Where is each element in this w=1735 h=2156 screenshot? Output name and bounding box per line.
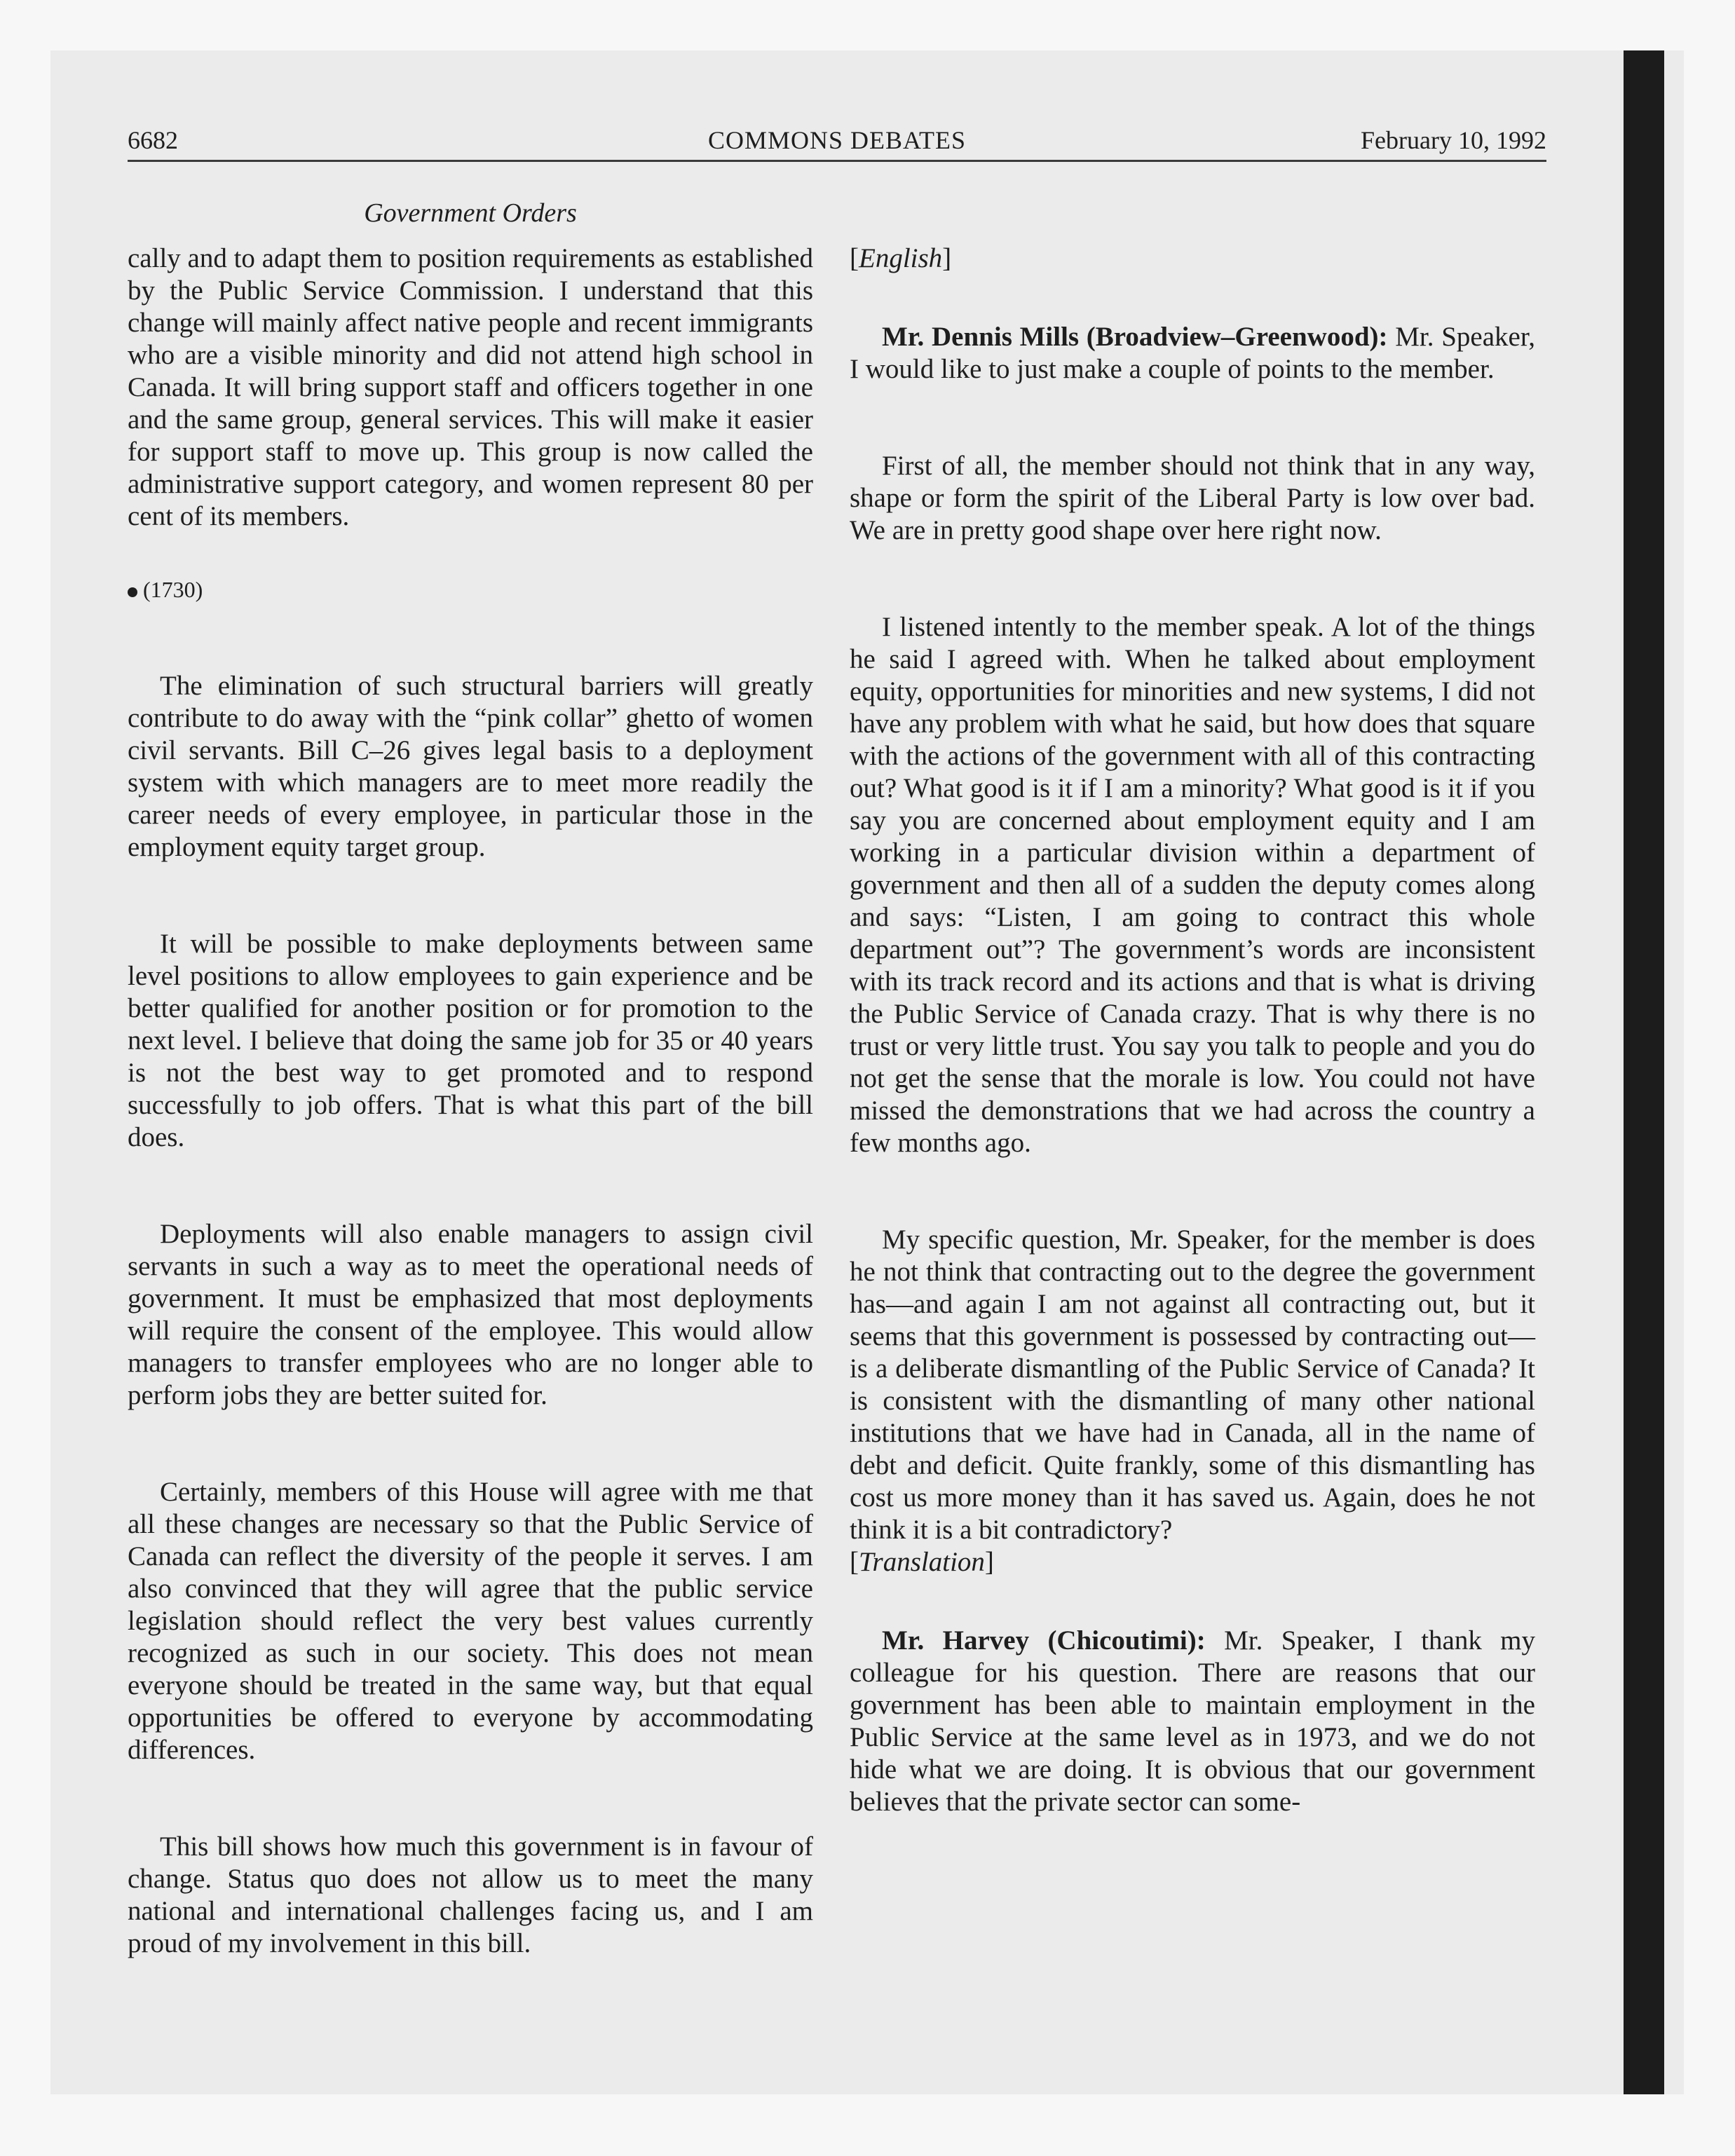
section-heading: Government Orders [364,198,577,228]
running-header [128,121,1546,162]
paragraph: I listened intently to the member speak. A lot of the things he said I agreed with. When he talked about employment equity, opportunities for minorities and new systems, I did not have any problem with what he said, but how does that square with the actions of the government with all of this contracting out? What good is it if I am a minority? What good is it if you say you are concerned about employment equity and I am working in a particular division within a department of government and then all of a sudden the deputy comes along and says: “Listen, I am going to contract this whole department out”? The government’s words are inconsistent with its track record and its actions and that is what is driving the Public Service of Canada crazy. That is why there is no trust or very little trust. You say you talk to people and you do not get the sense that the morale is low. You could not have missed the demonstrations that we had across the country a few months ago. [850,612,1535,1158]
journal-title: COMMONS DEBATES [707,126,967,154]
paragraph: cally and to adapt them to position requirements as established by the Public Service Commission. I understand that this change will mainly affect native people and recent immigrants who are a visible minority and did not attend high school in Canada. It will bring support staff and officers together in one and the same group, general services. This will make it easier for support staff to move up. This group is now called the administrative support category, and women represent 80 per cent of its members. [128,243,814,531]
speech-text: Mr. Speaker, I would like to just make a couple of points to the member. [850,322,1535,384]
scan-edge-shadow [1624,50,1664,2094]
page-number: 6682 [128,126,178,154]
paragraph: Certainly, members of this House will agree with me that all these changes are necessary so that the Public Service of Canada can reflect the diversity of the people it serves. I am also convinced that they will agree that the public service legislation should reflect the very best values currently recognized as such in our society. This does not mean everyone should be treated in the same way, but that equal opportunities be offered to everyone by accommodating differences. [128,1477,813,1765]
time-stamp-text: (1730) [143,577,203,602]
paragraph: It will be possible to make deployments between same level positions to allow employees to gain experience and be better qualified for another position or for promotion to the next level. I believe that doing the same job for 35 or 40 years is not the best way to get promoted and to respond successfully to job offers. That is what this part of the bill does. [128,929,813,1152]
language-tag: [English] [850,243,952,273]
paragraph: My specific question, Mr. Speaker, for the member is does he not think that contracting out to the degree the government has—and again I am not against all contracting out, but it seems that this government is possessed by contracting out—is a deliberate dismantling of the Public Service of Canada? It is consistent with the dismantling of many other national institutions that we have had in Canada, all in the name of debt and deficit. Quite frankly, some of this dismantling has cost us more money than it has saved us. Again, does he not think it is a bit contradictory? [850,1224,1535,1545]
language-tag-text: Translation [859,1547,985,1577]
speaker-name: Mr. Dennis Mills (Broadview–Greenwood): [882,322,1388,352]
paragraph: First of all, the member should not think that in any way, shape or form the spirit of the Liberal Party is low over bad. We are in pretty good shape over here right now. [850,451,1535,545]
speech-paragraph [850,1625,1535,1818]
left-column [128,243,813,1960]
speech-text: Mr. Speaker, I thank my colleague for his question. There are reasons that our government has been able to maintain employment in the Public Service at the same level as in 1973, and we do not hide what we are doing. It is obvious that our government believes that the private sector can some- [850,1625,1536,1817]
time-stamp [128,573,813,606]
bullet-icon [128,587,137,597]
paragraph: This bill shows how much this government is in favour of change. Status quo does not allow us to meet the many national and international challenges facing us, and I am proud of my involvement in this bill. [128,1831,813,1958]
paragraph: The elimination of such structural barriers will greatly contribute to do away with the “pink collar” ghetto of women civil servants. Bill C–26 gives legal basis to a deployment system with which managers are to meet more readily the career needs of every employee, in particular those in the employment equity target group. [128,671,813,862]
right-column [850,243,1535,1818]
speaker-name: Mr. Harvey (Chicoutimi): [882,1625,1206,1656]
language-tag-text: English [859,243,943,273]
speech-paragraph [850,321,1535,386]
language-tag: [Translation] [850,1547,994,1577]
paragraph: Deployments will also enable managers to assign civil servants in such a way as to meet the operational needs of government. It must be emphasized that most deployments will require the consent of the employee. This would allow managers to transfer employees who are no longer able to perform jobs they are better suited for. [128,1219,813,1410]
page-date: February 10, 1992 [1361,126,1546,154]
